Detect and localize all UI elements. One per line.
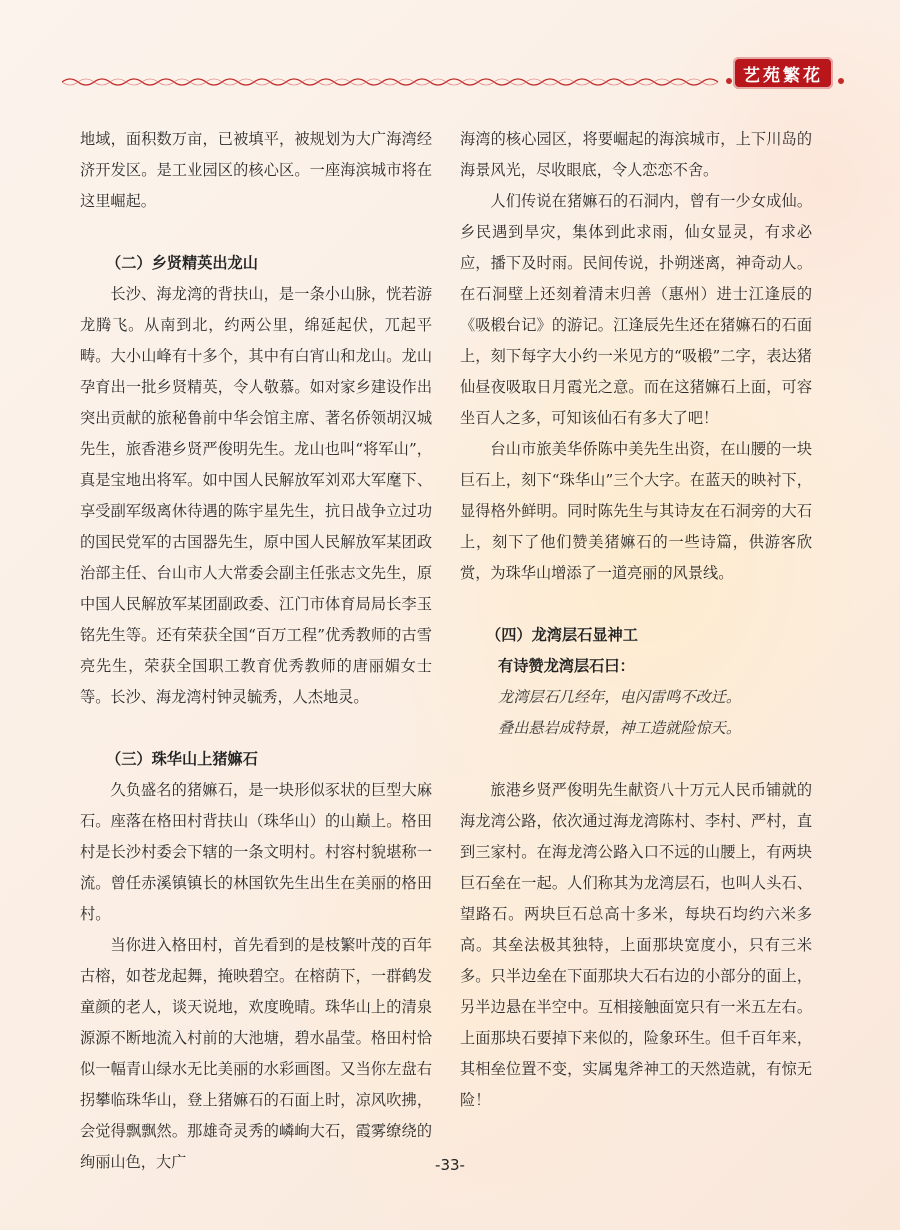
section-heading-2: （二）乡贤精英出龙山 — [106, 254, 258, 272]
page-number: -33- — [435, 1156, 465, 1174]
header-ornament-dot — [726, 78, 732, 84]
section-heading-4: （四）龙湾层石显神工 — [486, 626, 638, 644]
poem-intro: 有诗赞龙湾层石曰： — [498, 657, 635, 675]
header-decorative-line — [62, 72, 722, 92]
paragraph: 人们传说在猪嫲石的石洞内，曾有一少女成仙。乡民遇到旱灾，集体到此求雨，仙女显灵，有求必应，播下及时雨。民间传说，扑朔迷离，神奇动人。在石洞壁上还刻着清末归善（惠州）进士江逢辰的《吸椴台记》的游记。江逢辰先生还在猪嫲石的石面上，刻下每字大小约一米见方的“吸椴”二字，表达猪仙昼夜吸取日月霞光之意。而在这猪嫲石上面，可容坐百人之多，可知该仙石有多大了吧！ — [460, 192, 812, 427]
poem-line: 龙湾层石几经年，电闪雷鸣不改迁。 — [498, 688, 741, 706]
header-ornament-dot — [838, 78, 844, 84]
section-heading-3: （三）珠华山上猪嫲石 — [106, 750, 258, 768]
paragraph: 海湾的核心园区，将要崛起的海滨城市，上下川岛的海景风光，尽收眼底，令人恋恋不舍。 — [460, 130, 812, 179]
left-column — [80, 124, 432, 1178]
paragraph: 当你进入格田村，首先看到的是枝繁叶茂的百年古榕，如苍龙起舞，掩映碧空。在榕荫下，一群鹤发童颜的老人，谈天说地，欢度晚晴。珠华山上的清泉源源不断地流入村前的大池塘，碧水晶莹。格田村恰似一幅青山绿水无比美丽的水彩画图。又当你左盘右拐攀临珠华山，登上猪嫲石的石面上时，凉风吹拂，会觉得飘飘然。那雄奇灵秀的嶙峋大石，霞雾缭绕的绚丽山色，大广 — [80, 936, 432, 1171]
section-tag — [733, 57, 833, 89]
paragraph: 地域，面积数万亩，已被填平，被规划为大广海湾经济开发区。是工业园区的核心区。一座海滨城市将在这里崛起。 — [80, 130, 432, 210]
right-column — [460, 124, 812, 1116]
paragraph: 久负盛名的猪嫲石，是一块形似豕状的巨型大麻石。座落在格田村背扶山（珠华山）的山巅上。格田村是长沙村委会下辖的一条文明村。村容村貌堪称一流。曾任赤溪镇镇长的林国钦先生出生在美丽的格田村。 — [80, 781, 432, 923]
paragraph: 台山市旅美华侨陈中美先生出资，在山腰的一块巨石上，刻下“珠华山”三个大字。在蓝天的映衬下，显得格外鲜明。同时陈先生与其诗友在石洞旁的大石上，刻下了他们赞美猪嫲石的一些诗篇，供游客欣赏，为珠华山增添了一道亮丽的风景线。 — [460, 440, 812, 582]
section-tag-label: 艺苑繁花 — [743, 65, 823, 86]
paragraph: 长沙、海龙湾的背扶山，是一条小山脉，恍若游龙腾飞。从南到北，约两公里，绵延起伏，兀起平畴。大小山峰有十多个，其中有白宵山和龙山。龙山孕育出一批乡贤精英，令人敬慕。如对家乡建设作出突出贡献的旅秘鲁前中华会馆主席、著名侨领胡汉城先生，旅香港乡贤严俊明先生。龙山也叫“将军山”，真是宝地出将军。如中国人民解放军刘邓大军麾下、享受副军级离休待遇的陈宇星先生，抗日战争立过功的国民党军的古国器先生，原中国人民解放军某团政治部主任、台山市人大常委会副主任张志文先生，原中国人民解放军某团副政委、江门市体育局局长李玉铭先生等。还有荣获全国“百万工程”优秀教师的古雪亮先生，荣获全国职工教育优秀教师的唐丽媚女士等。长沙、海龙湾村钟灵毓秀，人杰地灵。 — [80, 285, 432, 706]
paragraph: 旅港乡贤严俊明先生献资八十万元人民币铺就的海龙湾公路，依次通过海龙湾陈村、李村、严村，直到三家村。在海龙湾公路入口不远的山腰上，有两块巨石垒在一起。人们称其为龙湾层石，也叫人头石、望路石。两块巨石总高十多米，每块石均约六米多高。其垒法极其独特，上面那块宽度小，只有三米多。只半边垒在下面那块大石右边的小部分的面上，另半边悬在半空中。互相接触面宽只有一米五左右。上面那块石要掉下来似的，险象环生。但千百年来，其相垒位置不变，实属鬼斧神工的天然造就，有惊无险！ — [460, 781, 812, 1109]
poem-line: 叠出悬岩成特景，神工造就险惊天。 — [498, 719, 741, 737]
